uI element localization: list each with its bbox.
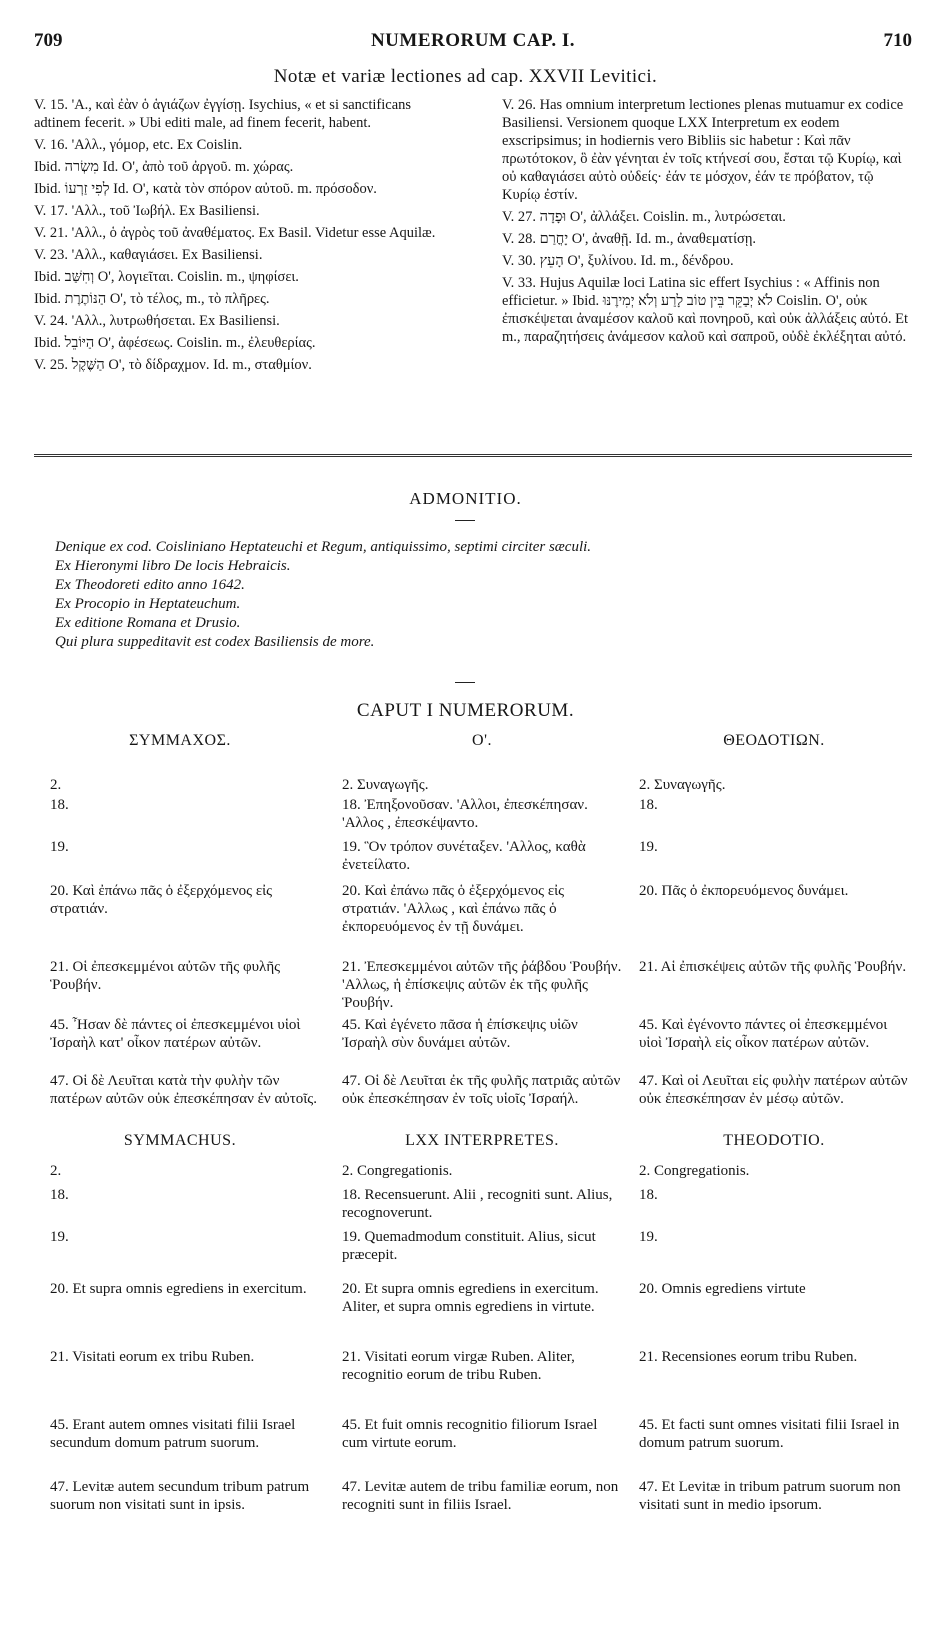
page-number-left: 709 (34, 30, 63, 51)
greek-cell: 2. Συναγωγῆς. (639, 777, 726, 793)
latin-cell: 2. Congregationis. (639, 1163, 750, 1179)
greek-cell: 45. Καὶ ἐγένετο πᾶσα ἡ ἐπίσκεψις υἱῶν Ἰσραὴλ σὺν δυνάμει αὐτῶν. (342, 1017, 578, 1051)
latin-cell: 19. (639, 1229, 658, 1245)
latin-parallel-table (34, 1132, 914, 1532)
column-header-theodotion-greek: ΘΕΟΔΟΤΙΩΝ. (723, 732, 825, 749)
note-entry: V. 21. 'Aλλ., ὁ ἀγρὸς τοῦ ἀναθέματος. Ex Basil. Videtur esse Aquilæ. (34, 225, 436, 241)
note-entry: V. 23. 'Aλλ., καθαγιάσει. Ex Basiliensi. (34, 247, 263, 263)
greek-cell: 45. Καὶ ἐγένοντο πάντες οἱ ἐπεσκεμμένοι υἱοὶ Ἰσραὴλ εἰς οἶκον πατέρων αὐτῶν. (639, 1017, 888, 1051)
greek-cell: 21. Ἐπεσκεμμένοι αὐτῶν τῆς ῥάβδου Ῥουβήν. 'Aλλως, ἡ ἐπίσκεψις αὐτῶν ἐκ τῆς φυλῆς Ῥουβήν. (342, 959, 622, 1011)
latin-cell: 20. Omnis egrediens virtute (639, 1281, 806, 1297)
note-entry: V. 16. 'Aλλ., γόμορ, etc. Ex Coislin. (34, 137, 243, 153)
latin-cell: 20. Et supra omnis egrediens in exercitum. (50, 1281, 307, 1297)
notes-left-column (34, 96, 444, 378)
note-entry: V. 26. Has omnium interpretum lectiones plenas mutuamur ex codice Basiliensi. Versionem quoque LXX Interpretum ex eodem exscripsimus; in hodiernis vero Bibliis sic habetur : Καὶ πᾶν πρωτότοκον, ὃ ἐὰν γένηται ἐν τοῖς κτήνεσί σου, ἔσται τῷ Κυρίῳ, καὶ οὐ καθαγιάσει αὐτὸ οὐδείς· ἐάν τε μόσχον, ἐάν τε πρόβατον, τῷ Κυρίῳ ἐστίν. (502, 97, 904, 203)
latin-cell: 21. Visitati eorum virgæ Ruben. Aliter, recognitio eorum de tribu Ruben. (342, 1349, 575, 1383)
admonitio-line: Ex Procopio in Heptateuchum. (55, 596, 241, 612)
admonitio-title: ADMONITIO. (409, 489, 522, 508)
latin-cell: 47. Et Levitæ in tribum patrum suorum non visitati sunt in medio ipsorum. (639, 1479, 901, 1513)
notes-right-column (502, 96, 914, 350)
note-entry: Ibid. מִשְׂרה Id. O', ἀπὸ τοῦ ἀργοῦ. m. χώρας. (34, 159, 294, 175)
greek-cell: 18. (50, 797, 69, 813)
note-entry: V. 25. הַשֶּׁקֶל O', τὸ δίδραχμον. Id. m., σταθμίον. (34, 357, 312, 373)
column-header-symmachus-greek: ΣΥΜΜΑΧΟΣ. (129, 732, 231, 749)
greek-cell: 20. Πᾶς ὁ ἐκπορευόμενος δυνάμει. (639, 883, 849, 899)
greek-cell: 20. Καὶ ἐπάνω πᾶς ὁ ἐξερχόμενος εἰς στρατιάν. 'Aλλως , καὶ ἐπάνω πᾶς ὁ ἐκπορευόμενος ἐν τῇ δυνάμει. (342, 883, 565, 935)
caput-title: CAPUT I NUMERORUM. (356, 700, 575, 721)
note-entry: V. 27. וּפָדָה O', ἀλλάξει. Coislin. m., λυτρώσεται. (502, 209, 786, 225)
note-entry: V. 33. Hujus Aquilæ loci Latina sic effert Isychius : « Affinis non efficietur. » Ibid. לֹא יְבַקֵּר בֵּין טוֹב לָרַע וְלֹא יְמִירֶנּוּ Coislin. O', οὐκ ἐπισκέψεται ἀναμέσον καλοῦ καὶ πονηροῦ, καὶ οὐκ ἀλλάξεις αὐτό. Et m., παραζητήσεις ἀνάμεσον καλοῦ καὶ σαπροῦ, οὐδὲ ἐκλέξηται αὐτό. (502, 275, 909, 345)
note-entry: V. 15. 'A., καὶ ἐὰν ὁ ἁγιάζων ἐγγίσῃ. Isychius, « et si sanctificans adtinem fecerit. » Ubi editi male, ad finem fecerit, habent. (34, 97, 412, 131)
title-dash (455, 682, 475, 683)
page-title: NUMERORUM CAP. I. (370, 30, 576, 51)
admonitio-line: Qui plura suppeditavit est codex Basiliensis de more. (55, 634, 375, 650)
admonitio-line: Denique ex cod. Coisliniano Heptateuchi et Regum, antiquissimo, septimi circiter sæculi. (55, 539, 592, 555)
latin-cell: 21. Recensiones eorum tribu Ruben. (639, 1349, 858, 1365)
latin-cell: 18. (50, 1187, 69, 1203)
greek-cell: 19. Ὃν τρόπον συνέταξεν. 'Aλλος, καθὰ ἐνετείλατο. (342, 839, 586, 873)
running-head (34, 30, 912, 56)
latin-cell: 19. Quemadmodum constituit. Alius, sicut præcepit. (342, 1229, 596, 1263)
latin-cell: 45. Et fuit omnis recognitio filiorum Israel cum virtute eorum. (342, 1417, 598, 1451)
greek-cell: 19. (50, 839, 69, 855)
greek-cell: 47. Οἱ δὲ Λευῖται κατὰ τὴν φυλὴν τῶν πατέρων αὐτῶν οὐκ ἐπεσκέπησαν ἐν αὐτοῖς. (50, 1073, 317, 1107)
greek-cell: 19. (639, 839, 658, 855)
admonitio-line: Ex editione Romana et Drusio. (55, 615, 241, 631)
note-entry: V. 30. הָעֵץ O', ξυλίνου. Id. m., δένδρου. (502, 253, 734, 269)
column-header-theodotio-latin: THEODOTIO. (723, 1132, 825, 1149)
note-entry: V. 17. 'Aλλ., τοῦ Ἰωβήλ. Ex Basiliensi. (34, 203, 260, 219)
latin-cell: 2. Congregationis. (342, 1163, 453, 1179)
greek-cell: 47. Οἱ δὲ Λευῖται ἐκ τῆς φυλῆς πατριᾶς αὐτῶν οὐκ ἐπεσκέπησαν ἐν τοῖς υἱοῖς Ἰσραήλ. (342, 1073, 621, 1107)
greek-cell: 2. (50, 777, 62, 793)
latin-cell: 18. Recensuerunt. Alii , recogniti sunt. Alius, recognoverunt. (342, 1187, 613, 1221)
admonitio-line: Ex Theodoreti edito anno 1642. (55, 577, 245, 593)
latin-cell: 47. Levitæ autem de tribu familiæ eorum, non recogniti sunt in filiis Israel. (342, 1479, 619, 1513)
note-entry: Ibid. לְפִי זַרְעוֹ Id. O', κατὰ τὸν σπόρον αὐτοῦ. m. πρόσοδον. (34, 181, 377, 197)
column-header-lxx-greek: O'. (472, 732, 492, 749)
latin-cell: 18. (639, 1187, 658, 1203)
note-entry: Ibid. וְחִשַּׁב O', λογιεῖται. Coislin. m., ψηφίσει. (34, 269, 299, 285)
latin-cell: 45. Et facti sunt omnes visitati filii Israel in domum patrum suorum. (639, 1417, 900, 1451)
title-dash (455, 520, 475, 521)
page-number-right: 710 (883, 30, 912, 51)
note-entry: Ibid. הַנּוֹתֶרֶת O', τὸ τέλος, m., τὸ πλῆρες. (34, 291, 270, 307)
greek-cell: 21. Οἱ ἐπεσκεμμένοι αὐτῶν τῆς φυλῆς Ῥουβήν. (50, 959, 281, 993)
latin-cell: 2. (50, 1163, 62, 1179)
latin-cell: 19. (50, 1229, 69, 1245)
admonitio-line: Ex Hieronymi libro De locis Hebraicis. (55, 558, 291, 574)
greek-cell: 47. Καὶ οἱ Λευῖται εἰς φυλὴν πατέρων αὐτῶν οὐκ ἐπεσκέπησαν ἐν μέσῳ αὐτῶν. (639, 1073, 908, 1107)
latin-cell: 47. Levitæ autem secundum tribum patrum suorum non visitati sunt in ipsis. (50, 1479, 310, 1513)
latin-cell: 21. Visitati eorum ex tribu Ruben. (50, 1349, 255, 1365)
greek-cell: 18. Ἐπηξονοῦσαν. 'Aλλοι, ἐπεσκέπησαν. 'Aλλος , ἐπεσκέψαντο. (342, 797, 588, 831)
section-divider (34, 454, 912, 457)
note-entry: V. 24. 'Aλλ., λυτρωθήσεται. Ex Basiliensi. (34, 313, 280, 329)
greek-cell: 2. Συναγωγῆς. (342, 777, 429, 793)
column-header-symmachus-latin: SYMMACHUS. (123, 1132, 237, 1149)
note-entry: V. 28. יָחֳרַם O', ἀναθῇ. Id. m., ἀναθεματίσῃ. (502, 231, 757, 247)
admonitio-body (55, 538, 915, 652)
greek-cell: 20. Καὶ ἐπάνω πᾶς ὁ ἐξερχόμενος εἰς στρατιάν. (50, 883, 273, 917)
greek-parallel-table (34, 732, 914, 1112)
notes-title: Notæ et variæ lectiones ad cap. XXVII Levitici. (273, 66, 658, 87)
latin-cell: 45. Erant autem omnes visitati filii Israel secundum domum patrum suorum. (50, 1417, 296, 1451)
greek-cell: 21. Αἱ ἐπισκέψεις αὐτῶν τῆς φυλῆς Ῥουβήν. (639, 959, 907, 975)
greek-cell: 45. Ἦσαν δὲ πάντες οἱ ἐπεσκεμμένοι υἱοὶ Ἰσραὴλ κατ' οἶκον πατέρων αὐτῶν. (50, 1017, 301, 1051)
greek-cell: 18. (639, 797, 658, 813)
latin-cell: 20. Et supra omnis egrediens in exercitum. Aliter, et supra omnis egrediens in virtute. (342, 1281, 599, 1315)
note-entry: Ibid. הַיּוֹבֵל O', ἀφέσεως. Coislin. m., ἐλευθερίας. (34, 335, 316, 351)
column-header-lxx-latin: LXX INTERPRETES. (405, 1132, 559, 1149)
